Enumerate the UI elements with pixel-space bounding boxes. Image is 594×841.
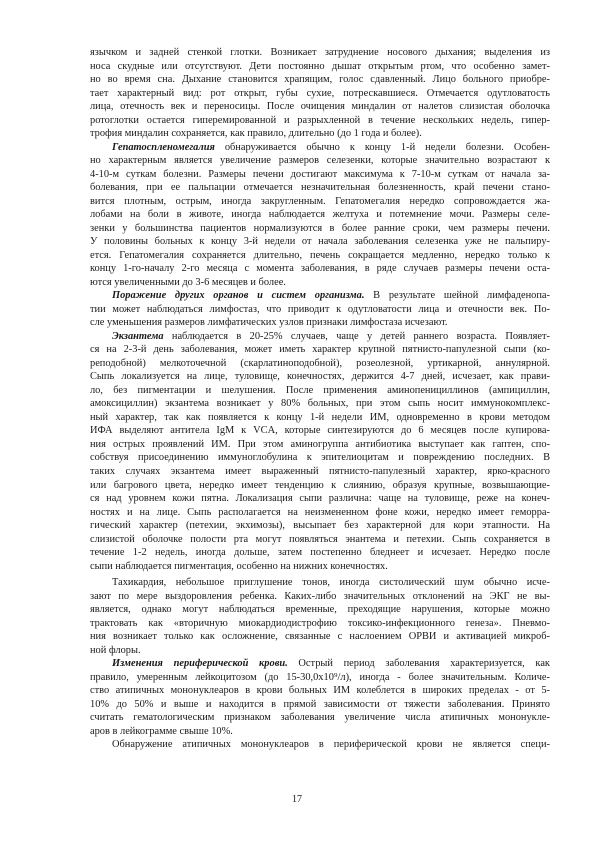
text-line: собствуя присоединению иммуноглобулина к эпителиоцитам и повреждению последних. В <box>90 452 550 464</box>
text-line: гический характер (петехии, экхимозы), высыпает без характерной для кори этапности. На <box>90 520 550 532</box>
paragraph-blood <box>90 657 550 738</box>
text-line: но во время сна. Дыхание становится храпящим, голос сдавленный. Лицо больного приобре- <box>90 74 550 86</box>
text-line: ностях и на лице. Сыпь располагается на неизмененном фоне кожи, нередко имеет геморра- <box>90 506 550 518</box>
text-line: аров в лейкограмме свыше 10%. <box>90 725 233 737</box>
text-line: сыпи наблюдается пигментация, особенно на нижних конечностях. <box>90 560 388 572</box>
text-line <box>90 657 550 671</box>
section-heading: Изменения периферической крови. <box>112 658 288 670</box>
text-line: ются увеличенными до 3-6 месяцев и более. <box>90 276 286 288</box>
paragraph-hepatosplenomegaly <box>90 141 550 290</box>
text-line: трактовать как «вторичную миокардиодистрофию токсико-инфекционного генеза». Пневмо- <box>90 617 550 629</box>
text-line: слизистой оболочке полости рта могут появляться энантема и петехии. Сыпь сохраняется в <box>90 533 550 545</box>
text-line: ло, без пигментации и шелушения. После применения аминопенициллинов (ампициллин, <box>90 384 550 396</box>
text-run: Острый период заболевания характеризуется, как <box>287 658 550 670</box>
section-heading: Поражение других органов и систем организма. <box>112 290 365 302</box>
text-line: ство атипичных мононуклеаров в крови больных ИМ колеблется в широких пределах - от 5- <box>90 685 550 697</box>
text-line: Сыпь локализуется на лице, туловище, конечностях, держится 4-7 дней, исчезает, как прави- <box>90 371 550 383</box>
text-line: но характерным является увеличение размеров селезенки, которые значительно возрастают к <box>90 155 550 167</box>
text-line: трофия миндалин сохраняется, как правило, длительно (до 1 года и более). <box>90 128 422 140</box>
text-line: лица, отечность век и переносицы. После очищения миндалин от налетов слизистая оболочка <box>90 101 550 113</box>
paragraph-pharynx <box>90 46 550 141</box>
paragraph-exanthema <box>90 330 550 573</box>
text-run: обнаруживается обычно к концу 1-й недели болезни. Особен- <box>214 141 550 153</box>
text-line: является, однако могут наблюдаться временные, преходящие нарушения, которые можно <box>90 604 550 616</box>
text-line: ный характер, так как появляется к концу 1-й недели ИМ, одновременно в крови методом <box>90 411 550 423</box>
text-line <box>90 330 550 344</box>
text-line: ся над уровнем кожи пятна. Локализация сыпи различна: чаще на туловище, реже на конеч- <box>90 493 550 505</box>
text-line: 4-10-м суткам болезни. Размеры печени достигают максимума к 7-10-м суткам от начала за- <box>90 168 550 180</box>
text-line: 10% до 50% и выше и находится в прямой зависимости от тяжести заболевания. Принято <box>90 698 550 710</box>
text-line: болевания, при ее пальпации отмечается незначительная болезненность, край печени стано- <box>90 182 550 194</box>
body-text <box>90 46 550 752</box>
text-line: амоксициллин) экзантема возникает у 80% больных, при этом сыпь носит иммунокомплекс- <box>90 398 550 410</box>
section-heading: Гепатоспленомегалия <box>112 141 215 153</box>
text-line <box>90 141 550 155</box>
text-line: Тахикардия, небольшое приглушение тонов, иногда систолический шум обычно исче- <box>112 577 550 589</box>
section-heading: Экзантема <box>112 330 164 342</box>
text-line: зают по мере выздоровления ребенка. Каких-либо значительных отклонений на ЭКГ не вы- <box>90 590 550 602</box>
text-line: правило, умеренным лейкоцитозом (до 15-30,0x10⁹/л), иногда - более значительным. Количе- <box>90 671 550 683</box>
text-line: зенки у большинства пациентов нормализуются в более ранние сроки, чем размеры печени. <box>90 222 550 234</box>
text-line: таких случаях экзантема имеет выраженный пятнисто-папулезный характер, ярко-красного <box>90 465 550 477</box>
text-line: ной флоры. <box>90 644 141 656</box>
text-line: ется. Гепатомегалия сохраняется длительно, печень сокращается медленно, нередко только к <box>90 249 550 261</box>
text-line: считать гематологическим признаком заболевания увеличение числа атипичных мононукле- <box>90 712 550 724</box>
text-line: носа скудные или отсутствуют. Дети постоянно дышат открытым ртом, что особенно замет- <box>90 60 550 72</box>
text-line: ся на 2-3-й день заболевания, может иметь характер крупной пятнисто-папулезной сыпи (ко- <box>90 344 550 356</box>
paragraph-other-organs <box>90 289 550 330</box>
page-number: 17 <box>292 794 302 805</box>
text-line: концу 1-го-началу 2-го месяца с момента заболевания, в ряде случаев размеры печени оста- <box>90 263 550 275</box>
text-line: лобами на боли в животе, иногда наблюдается желтуха и потемнение мочи. Размеры селе- <box>90 209 550 221</box>
text-line: ИФА выделяют антитела IgM к VCA, которые синтезируются до 6 месяцев после купирова- <box>90 425 550 437</box>
text-line: ротоглотки остается гиперемированной и разрыхленной в течение нескольких недель, гипер- <box>90 114 550 126</box>
text-line: реподобной) мелкоточечной (скарлатиноподобной), розеолезной, уртикарной, аннулярной. <box>90 357 550 369</box>
text-line: тает характерный вид: рот открыт, губы сухие, потрескавшиеся. Отмечается одутловатость <box>90 87 550 99</box>
text-line: течение 1-2 недель, иногда дольше, затем постепенно бледнеет и исчезает. Нередко после <box>90 547 550 559</box>
text-line: язычком и задней стенкой глотки. Возникает затруднение носового дыхания; выделения из <box>90 47 550 58</box>
text-line: ния возникает только как осложнение, связанные с наслоением ОРВИ и активацией микроб- <box>90 631 550 643</box>
text-line: Обнаружение атипичных мононуклеаров в периферической крови не является специ- <box>112 739 550 751</box>
text-line <box>90 289 550 303</box>
text-line: тии может наблюдаться лимфостаз, что приводит к одутловатости лица и отечности век. По- <box>90 303 550 315</box>
paragraph-cardio <box>90 576 550 657</box>
text-line: У половины больных к концу 3-й недели от начала заболевания селезенка уже не пальпиру- <box>90 236 550 248</box>
text-line: сле уменьшения размеров лимфатических узлов признаки лимфостаза исчезают. <box>90 317 448 329</box>
text-run: В результате шейной лимфаденопа- <box>364 290 550 302</box>
text-line: или багрового цвета, нередко имеет тенденцию к слиянию, образуя крупные, возвышающие- <box>90 479 550 491</box>
text-line: ния острых проявлений ИМ. При этом аминогруппа антибиотика выступает как гаптен, спо- <box>90 438 550 450</box>
text-run: наблюдается в 20-25% случаев, чаще у детей раннего возраста. Появляет- <box>163 330 550 342</box>
paragraph-mononuclears <box>90 738 550 752</box>
text-line: вится плотным, острым, иногда закругленным. Гепатомегалия нередко сопровождается жа- <box>90 195 550 207</box>
